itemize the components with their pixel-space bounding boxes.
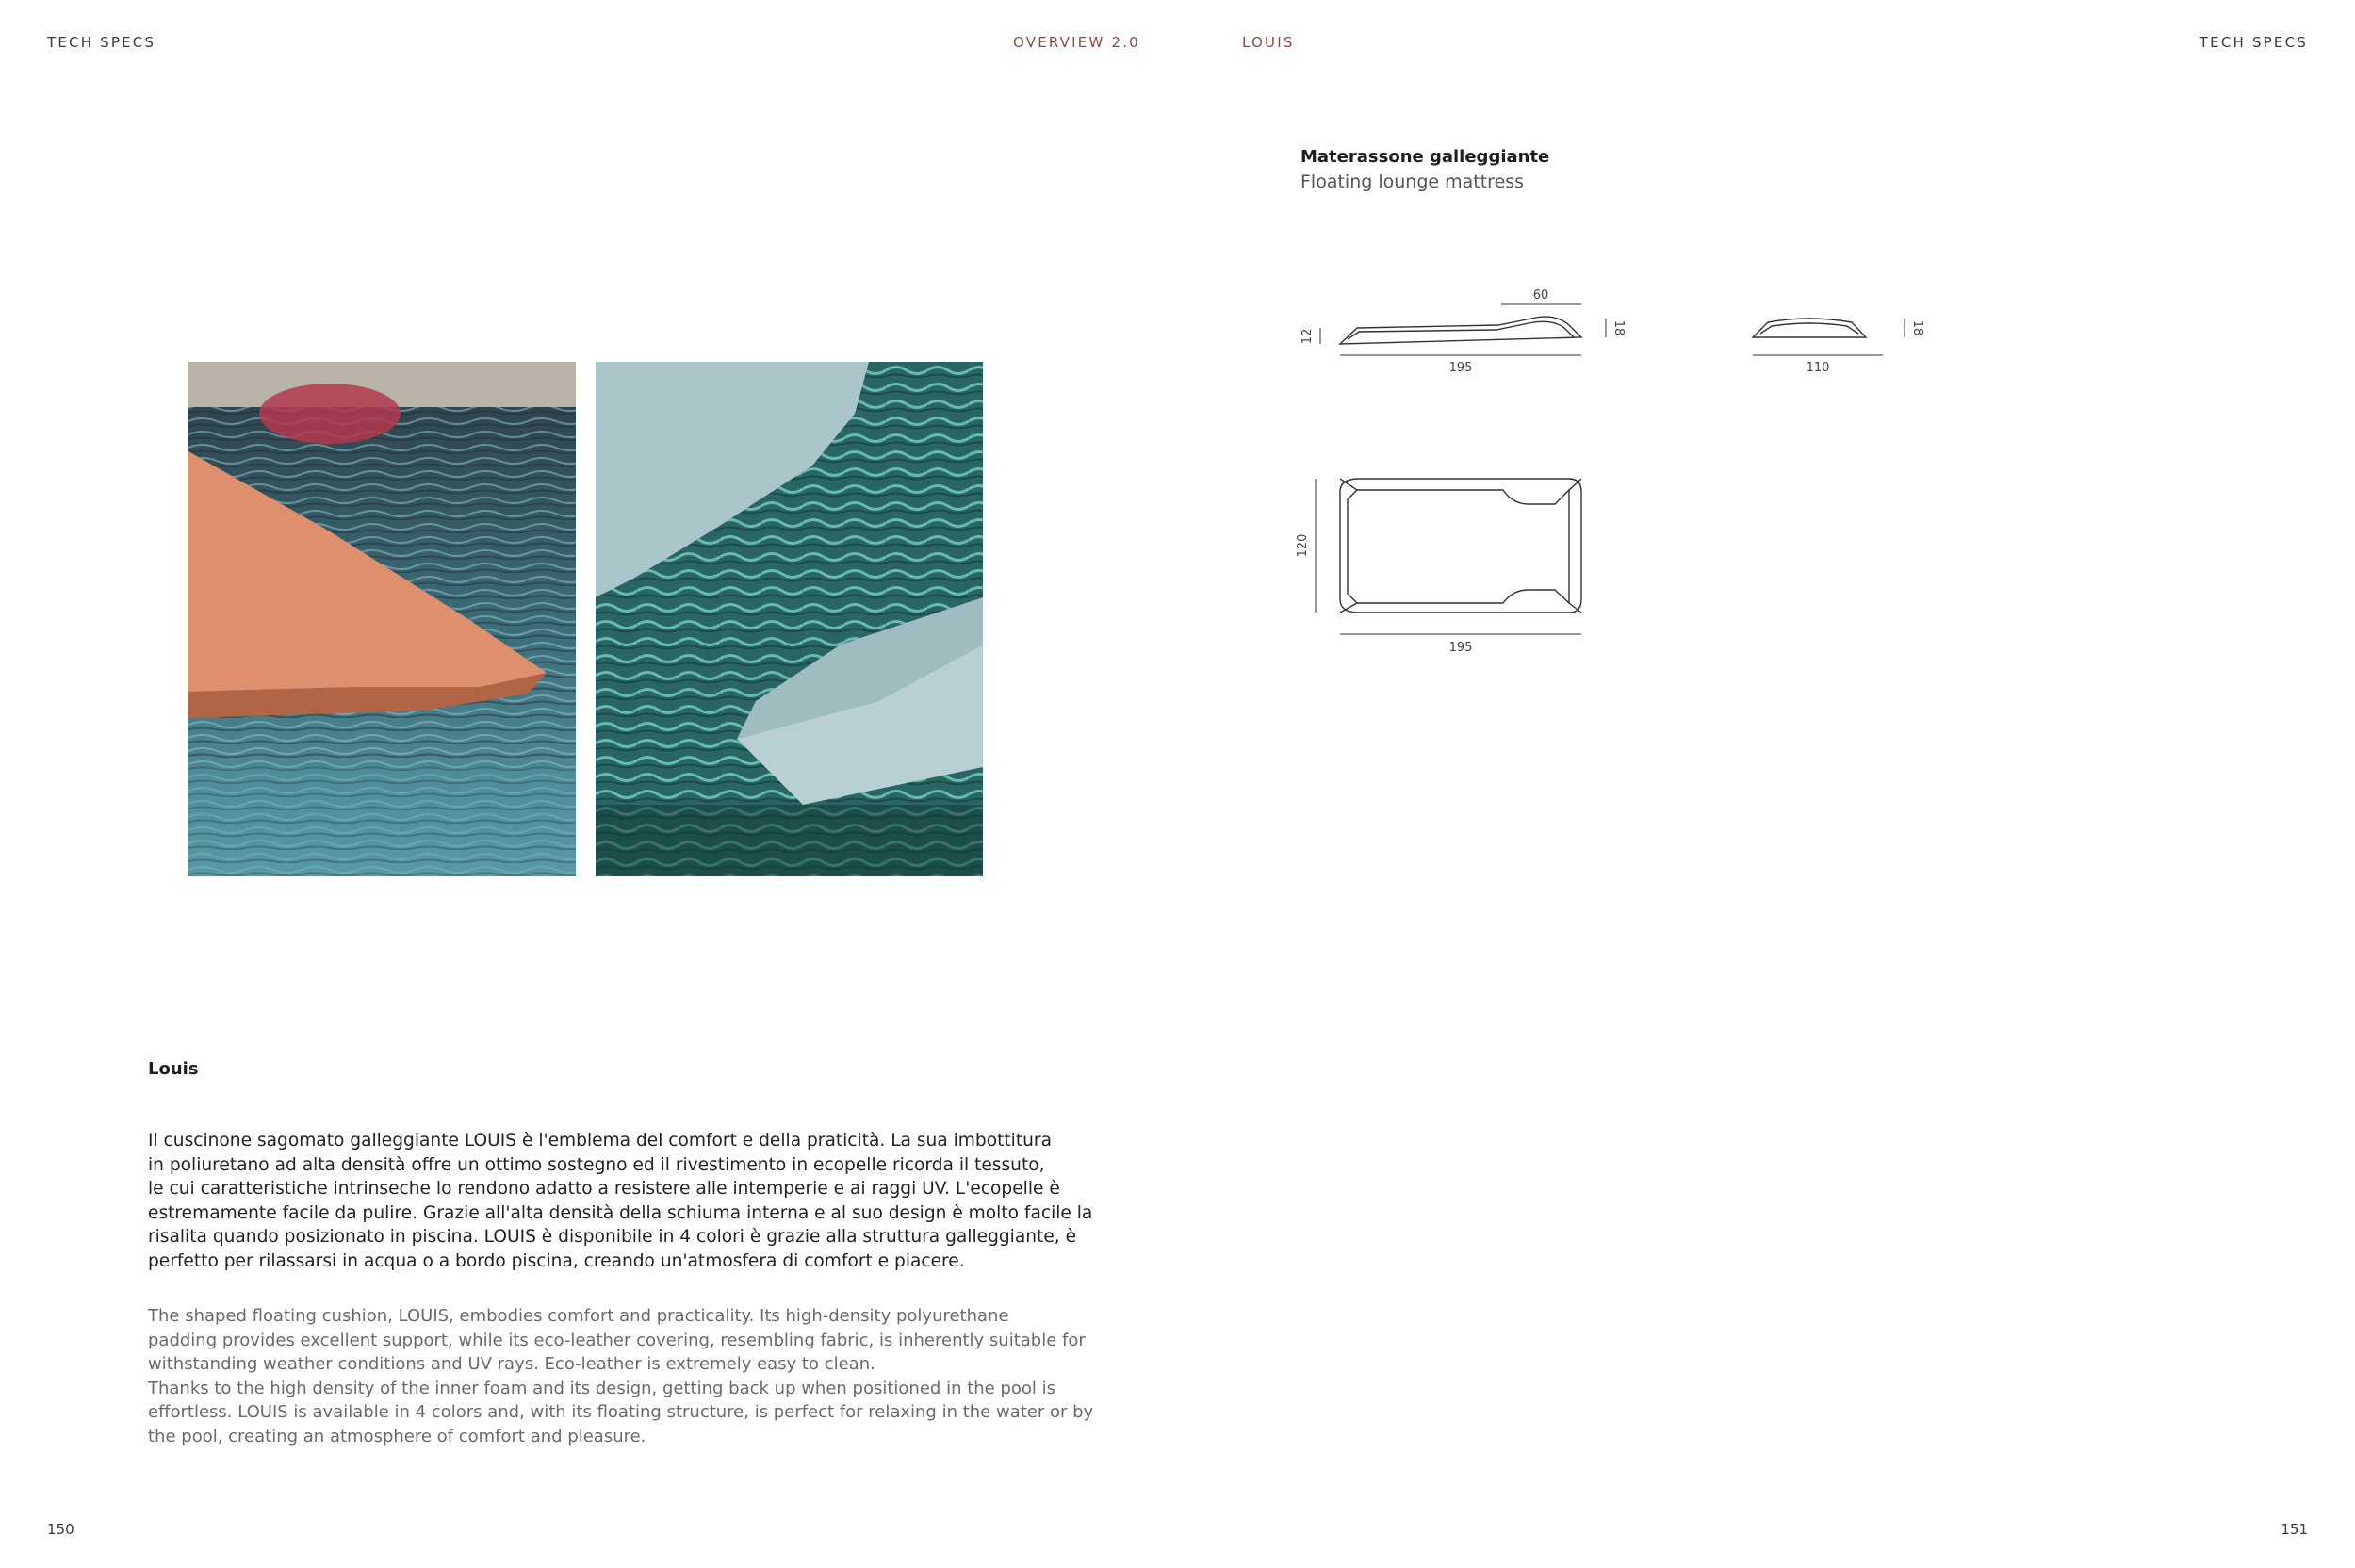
product-title-italian: Materassone galleggiante <box>1300 147 1550 167</box>
seafoam-cushion-photo <box>596 362 983 876</box>
product-title-english: Floating lounge mattress <box>1300 172 1525 192</box>
side-headrest-label: 60 <box>1532 288 1549 302</box>
running-header-product: LOUIS <box>1242 34 1295 51</box>
front-width-label: 110 <box>1806 361 1830 375</box>
running-header-left: TECH SPECS <box>47 34 156 51</box>
terracotta-cushion-photo <box>188 362 576 876</box>
running-header-right: TECH SPECS <box>2199 34 2308 51</box>
top-width-label: 120 <box>1296 533 1310 558</box>
technical-drawing <box>1282 273 1941 669</box>
article-english-paragraph: The shaped floating cushion, LOUIS, embodies comfort and practicality. Its high-density polyurethane padding provides excellent support, while its eco-leather covering, resembling fabric, is inherently suitable for withstanding weather conditions and UV rays. Eco-leather is extremely easy to clean. Thanks to the high density of the inner foam and its design, getting back up when positioned in the pool is effortless. LOUIS is available in 4 colors and, with its floating structure, is perfect for relaxing in the water or by the pool, creating an atmosphere of comfort and pleasure. <box>148 1306 1094 1446</box>
side-height-left-label: 12 <box>1300 328 1315 345</box>
side-length-label: 195 <box>1448 361 1473 375</box>
side-height-right-label: 18 <box>1611 319 1626 336</box>
top-view-outline <box>1340 479 1581 612</box>
article-heading: Louis <box>148 1059 199 1079</box>
front-height-label: 18 <box>1910 319 1924 336</box>
page-number-right: 151 <box>2281 1521 2308 1538</box>
running-header-section: OVERVIEW 2.0 <box>1013 34 1140 51</box>
article-italian-paragraph: Il cuscinone sagomato galleggiante LOUIS è l'emblema del comfort e della praticità. La sua imbottitura in poliuretano ad alta densità offre un ottimo sostegno ed il rivestimento in ecopelle ricorda il tessuto, le cui caratteristiche intrinseche lo rendono adatto a resistere alle intemperie e ai raggi UV. L'ecopelle è estremamente facile da pulire. Grazie all'alta densità della schiuma interna e al suo design è molto facile la risalita quando posizionato in piscina. LOUIS è disponibile in 4 colori è grazie alla struttura galleggiante, è perfetto per rilassarsi in acqua o a bordo piscina, creando un'atmosfera di comfort e piacere. <box>148 1131 1093 1271</box>
top-length-label: 195 <box>1448 641 1473 655</box>
page-number-left: 150 <box>47 1521 74 1538</box>
